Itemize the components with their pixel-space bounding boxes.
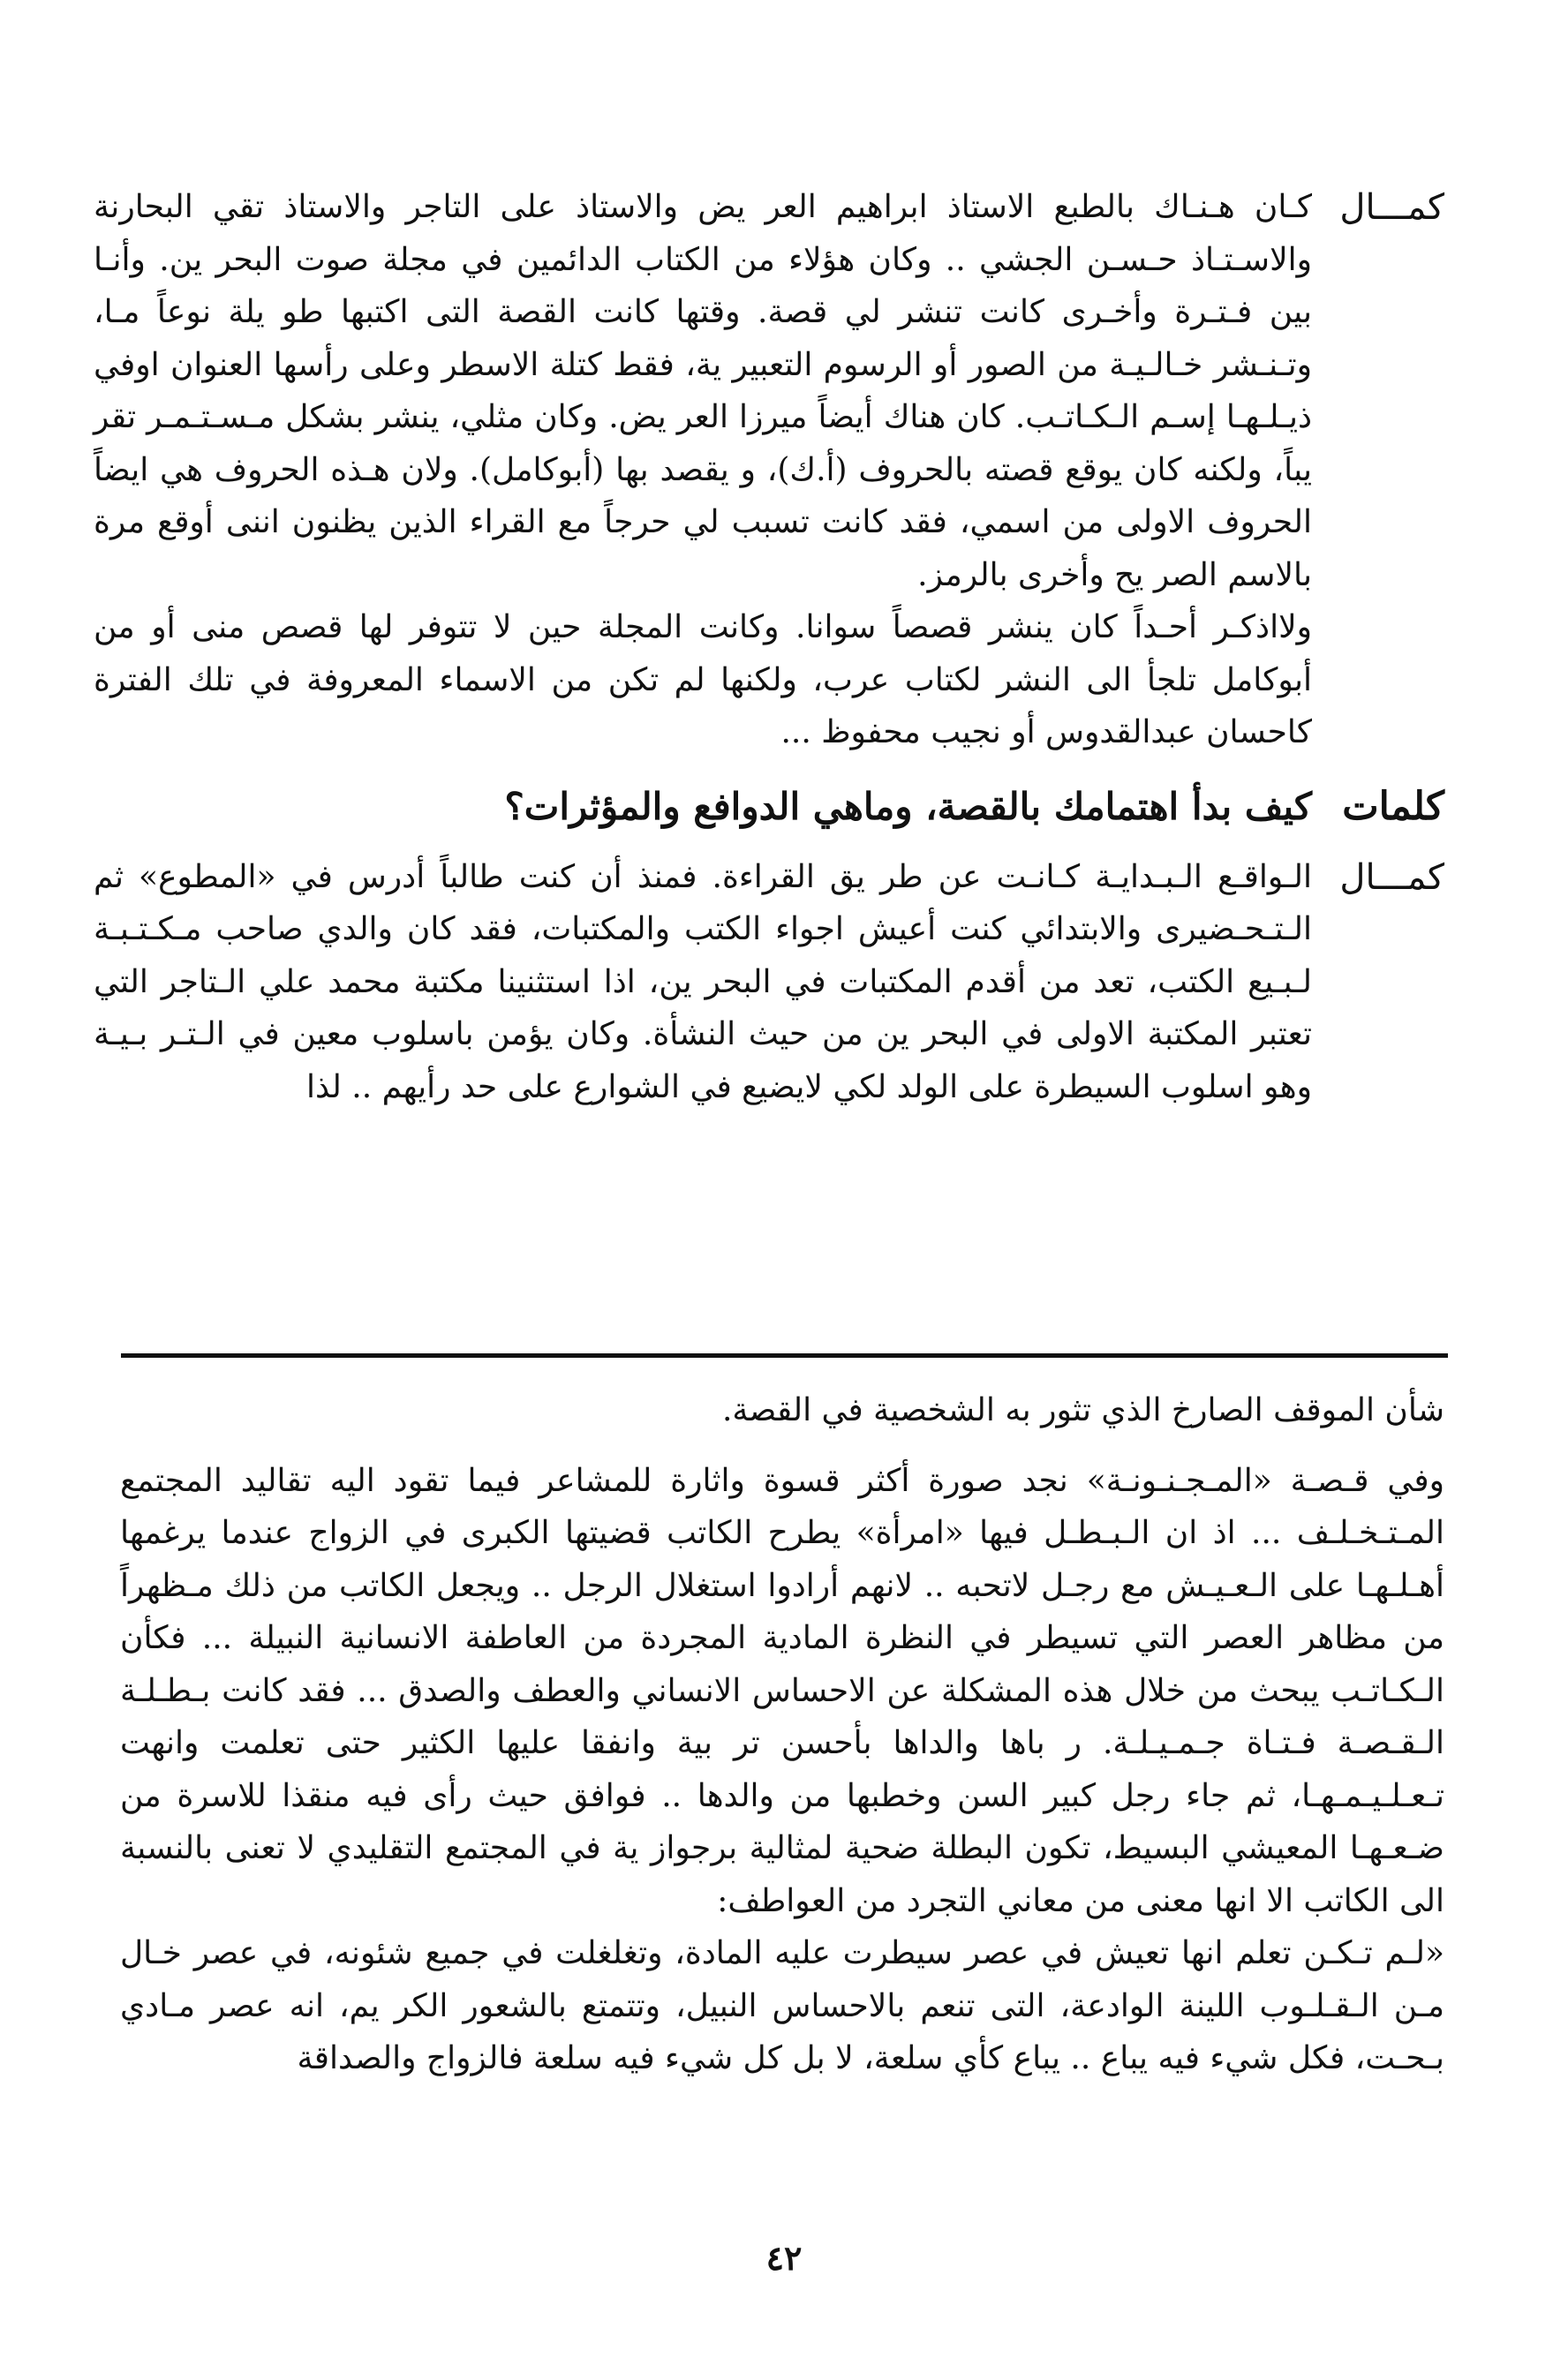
interview-entry — [94, 181, 1444, 759]
answer-text: الـواقـع الـبـدايـة كـانـت عن طر يق القراءة. فمنذ أن كنت طالباً أدرس في «المطوع» ثم الـتـحـضيرى والابتدائي كنت أعيش اجواء الكتب والمكتبات، فقد كان والدي صاحب مـكـتـبـة لـبـيع الكتب، تعد من أقدم المكتبات في البحر ين، اذا استثنينا مكتبة محمد علي الـتاجر التي تعتبر المكتبة الاولى في البحر ين من حيث النشأة. وكان يؤمن باسلوب معين في الـتـر بـيـة وهو اسلوب السيطرة على الولد لكي لايضيع في الشوارع على حد رأيهم .. لذا — [94, 858, 1312, 1105]
answer-text — [94, 181, 1312, 759]
answer-paragraph: ولااذكـر أحـداً كان ينشر قصصاً سوانا. وكانت المجلة حين لا تتوفر لها قصص منى أو من أبوكامل تلجأ الى النشر لكتاب عرب، ولكنها لم تكن من الاسماء المعروفة في تلك الفترة كاحسان عبدالقدوس أو نجيب محفوظ ... — [94, 609, 1312, 750]
interview-entry — [94, 851, 1444, 1114]
commentary-section — [120, 1384, 1444, 2085]
section-divider — [121, 1353, 1448, 1358]
page-number: ٤٢ — [765, 2238, 803, 2278]
speaker-label: كمـــال — [1339, 187, 1444, 228]
speaker-label: كلمات — [1342, 783, 1444, 829]
answer-paragraph: كـان هـنـاك بالطبع الاستاذ ابراهيم العر يض والاستاذ على التاجر والاستاذ تقي البحارنة والاسـتـاذ حـسـن الجشي .. وكان هؤلاء من الكتاب الدائمين في مجلة صوت البحر ين. وأنـا بين فـتـرة وأخـرى كانت تنشر لي قصة. وقتها كانت القصة التى اكتبها طو يلة نوعاً مـا، وتـنـشر خـالـيـة من الصور أو الرسوم التعبير ية، فقط كتلة الاسطر وعلى رأسها العنوان اوفي ذيـلـهـا إسـم الـكـاتـب. كان هناك أيضاً ميرزا العر يض. وكان مثلي، ينشر بشكل مـسـتـمـر تقر يباً، ولكنه كان يوقع قصته بالحروف (أ.ك)، و يقصد بها (أبوكامل). ولان هـذه الحروف هي ايضاً الحروف الاولى من اسمي، فقد كانت تسبب لي حرجاً مع القراء الذين يظنون اننى أوقع مرة بالاسم الصر يح وأخرى بالرمز. — [94, 189, 1312, 593]
interview-section — [94, 181, 1444, 1113]
commentary-paragraph: شأن الموقف الصارخ الذي تثور به الشخصية في القصة. — [721, 1392, 1444, 1428]
quoted-paragraph: «لـم تـكـن تعلم انها تعيش في عصر سيطرت عليه المادة، وتغلغلت في جميع شئونه، في عصر خـال مـن الـقـلـوب اللينة الوادعة، التى تنعم بالاحساس النبيل، وتتمتع بالشعور الكر يم، انه عصر مـادي بـحـت، فكل شيء فيه يباع .. يباع كأي سلعة، لا بل كل شيء فيه سلعة فالزواج والصداقة — [120, 1935, 1444, 2076]
commentary-paragraph: وفي قـصـة «المـجـنـونـة» نجد صورة أكثر قسوة واثارة للمشاعر فيما تقود اليه تقاليد المجتمع المـتـخـلـف ... اذ ان الـبـطـل فيها «امرأة» يطرح الكاتب قضيتها الكبرى في الزواج عندما يرغمها أهـلـهـا على الـعـيـش مع رجـل لاتحبه .. لانهم أرادوا استغلال الرجل .. ويجعل الكاتب من ذلك مـظهراً من مظاهر العصر التي تسيطر في النظرة المادية المجردة من العاطفة الانسانية النبيلة ... فكأن الـكـاتـب يبحث من خلال هذه المشكلة عن الاحساس الانساني والعطف والصدق ... فقد كانت بـطـلـة الـقـصـة فـتـاة جـمـيـلـة. ر باها والداها بأحسن تر بية وانفقا عليها الكثير حتى تعلمت وانهت تـعـلـيـمـهـا، ثم جاء رجل كبير السن وخطبها من والدها .. فوافق حيث رأى فيه منقذا للاسرة من ضـعـهـا المعيشي البسيط، تكون البطلة ضحية لمثالية برجواز ية في المجتمع التقليدي لا تعنى بالنسبة الى الكاتب الا انها معنى من معاني التجرد من العواطف: — [120, 1462, 1445, 1919]
question-text: كيف بدأ اهتمامك بالقصة، وماهي الدوافع والمؤثرات؟ — [504, 784, 1312, 828]
speaker-label: كمـــال — [1339, 856, 1444, 898]
interview-question — [94, 779, 1444, 835]
